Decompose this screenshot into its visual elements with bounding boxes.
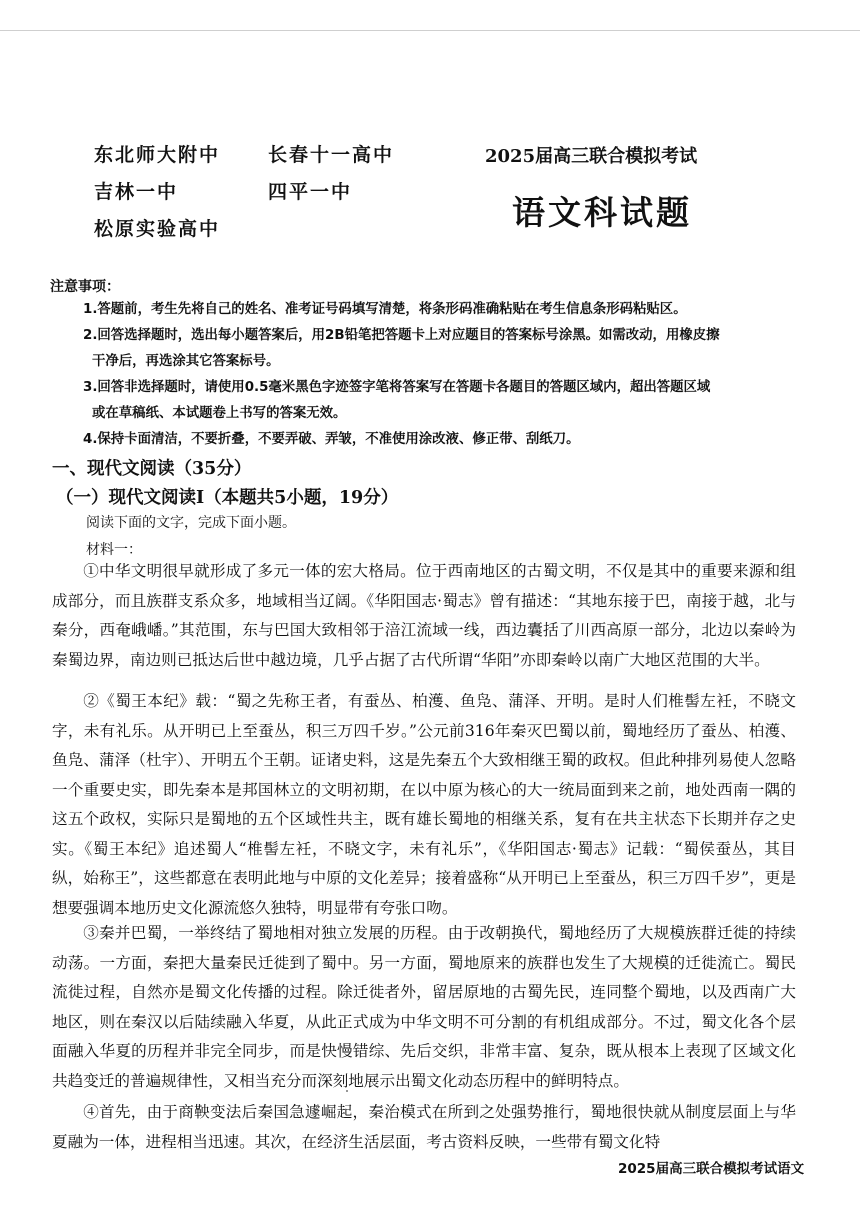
subject-title: 语文科试题	[512, 193, 692, 232]
notice-item	[83, 297, 803, 323]
paragraph: ①中华文明很早就形成了多元一体的宏大格局。位于西南地区的古蜀文明，不仅是其中的重要来源和组成部分，而且族群支系众多，地域相当辽阔。《华阳国志·蜀志》曾有描述：“其地东接于巴，南接于越，北与秦分，西奄峨嶓。”其范围，东与巴国大致相邻于涪江流域一线，西边囊括了川西高原一部分，北边以秦岭为秦蜀边界，南边则已抵达后世中越边境，几乎占据了古代所谓“华阳”亦即秦岭以南广大地区范围的大半。	[52, 562, 796, 669]
school-name: 四平一中	[268, 181, 353, 203]
notice-item-line: 4.保持卡面清洁，不要折叠，不要弄破、弄皱，不准使用涂改液、修正带、刮纸刀。	[83, 432, 580, 447]
notice-title: 注意事项：	[50, 279, 120, 295]
school-name: 吉林一中	[94, 181, 179, 203]
notice-item	[83, 323, 803, 375]
notice-item-line: 或在草稿纸、本试题卷上书写的答案无效。	[92, 406, 347, 421]
paragraph: ④首先，由于商鞅变法后秦国急遽崛起，秦治模式在所到之处强势推行，蜀地很快就从制度层面上与华夏融为一体，进程相当迅速。其次，在经济生活层面，考古资料反映，一些带有蜀文化特	[52, 1103, 796, 1151]
scan-dot	[346, 1090, 348, 1092]
notice-item-line: 1.答题前，考生先将自己的姓名、准考证号码填写清楚，将条形码准确粘贴在考生信息条形码粘贴区。	[83, 302, 687, 317]
page-footer: 2025届高三联合模拟考试语文	[618, 1161, 805, 1177]
notice-item-line: 干净后，再选涂其它答案标号。	[92, 354, 280, 369]
exam-title: 2025届高三联合模拟考试	[485, 146, 698, 167]
top-border-line	[0, 30, 860, 31]
school-name: 松原实验高中	[94, 218, 221, 240]
school-name: 长春十一高中	[268, 144, 395, 166]
paragraph: ②《蜀王本纪》载：“蜀之先称王者，有蚕丛、柏濩、鱼凫、蒲泽、开明。是时人们椎髻左衽，不晓文字，未有礼乐。从开明已上至蚕丛，积三万四千岁。”公元前316年秦灭巴蜀以前，蜀地经历了蚕丛、柏濩、鱼凫、蒲泽（杜宇）、开明五个王朝。证诸史料，这是先秦五个大致相继王蜀的政权。但此种排列易使人忽略一个重要史实，即先秦本是邦国林立的文明初期，在以中原为核心的大一统局面到来之前，地处西南一隅的这五个政权，实际只是蜀地的五个区域性共主，既有雄长蜀地的相继关系，复有在共主状态下长期并存之史实。《蜀王本纪》追述蜀人“椎髻左衽，不晓文字，未有礼乐”，《华阳国志·蜀志》记载：“蜀侯蚕丛，其目纵，始称王”，这些都意在表明此地与中原的文化差异；接着盛称“从开明已上至蚕丛，积三万四千岁”，更是想要强调本地历史文化源流悠久独特，明显带有夸张口吻。	[52, 692, 796, 917]
paragraph: ③秦并巴蜀，一举终结了蜀地相对独立发展的历程。由于改朝换代，蜀地经历了大规模族群迁徙的持续动荡。一方面，秦把大量秦民迁徙到了蜀中。另一方面，蜀地原来的族群也发生了大规模的迁徙流亡。蜀民流徙过程，自然亦是蜀文化传播的过程。除迁徙者外，留居原地的古蜀先民，连同整个蜀地，以及西南广大地区，则在秦汉以后陆续融入华夏，从此正式成为中华文明不可分割的有机组成部分。不过，蜀文化各个层面融入华夏的历程并非完全同步，而是快慢错综、先后交织，非常丰富、复杂，既从根本上表现了区域文化共趋变迁的普遍规律性，又相当充分而深刻地展示出蜀文化动态历程中的鲜明特点。	[52, 924, 796, 1090]
material-label: 材料一：	[86, 542, 142, 558]
notice-item-line: 2.回答选择题时，选出每小题答案后，用2B铅笔把答题卡上对应题目的答案标号涂黑。如需改动，用橡皮擦	[83, 328, 720, 343]
reading-instruction: 阅读下面的文字，完成下面小题。	[86, 515, 296, 531]
notice-item-line: 3.回答非选择题时，请使用0.5毫米黑色字迹签字笔将答案写在答题卡各题目的答题区域内，超出答题区域	[83, 380, 711, 395]
section-title: 一、现代文阅读（35分）	[52, 459, 252, 479]
notice-item	[83, 427, 803, 453]
school-name: 东北师大附中	[94, 144, 221, 166]
subsection-title: （一）现代文阅读Ⅰ（本题共5小题，19分）	[56, 488, 399, 508]
notice-item	[83, 375, 803, 427]
